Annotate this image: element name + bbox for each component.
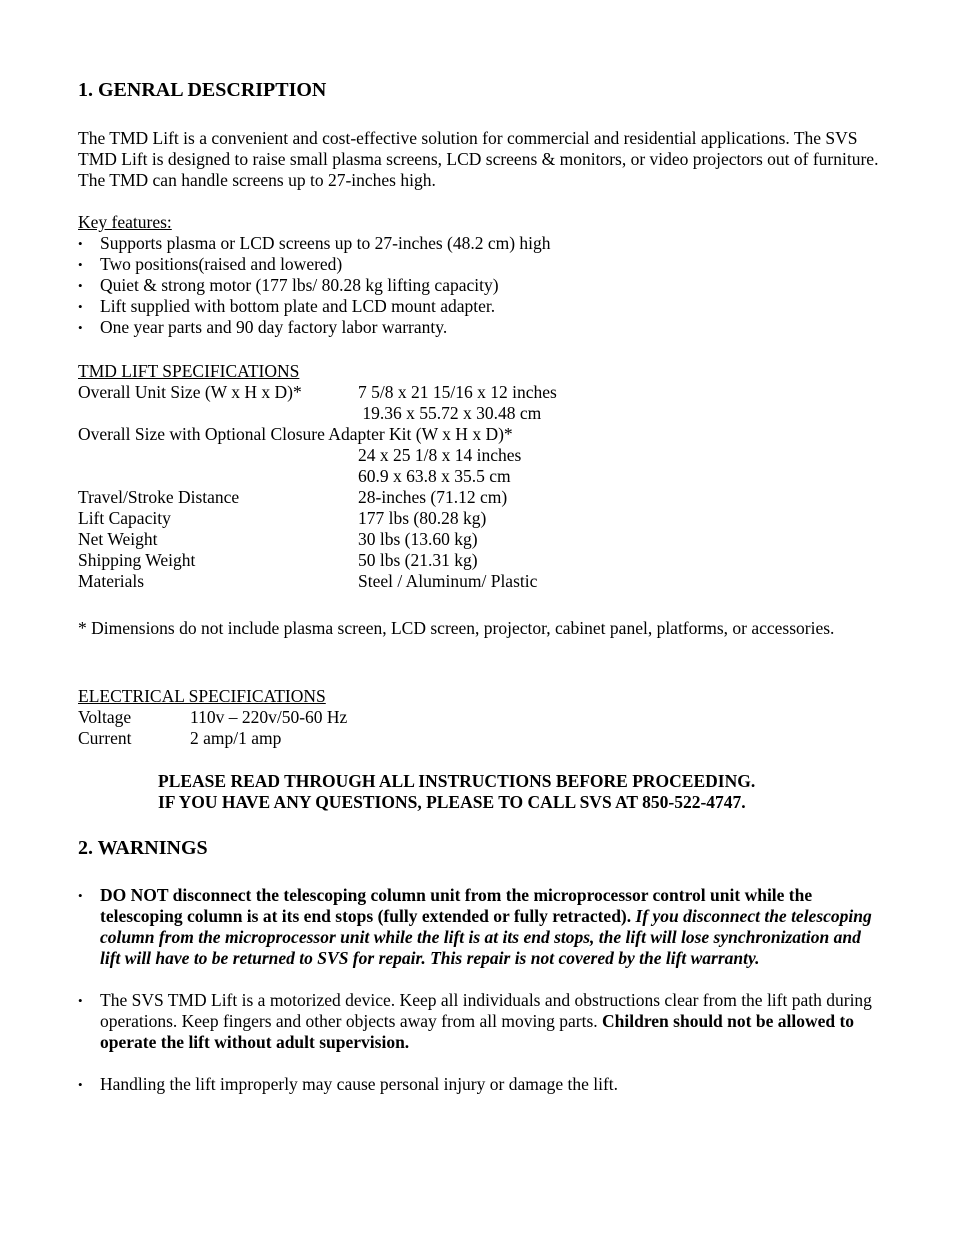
spec-value: 28-inches (71.12 cm) [358,487,508,507]
spec-row [78,728,883,749]
spec-label: Lift Capacity [78,508,171,528]
warning-text: The SVS TMD Lift is a motorized device. Keep all individuals and obstructions clear from the lift path during operations. Keep fingers and other objects away from all moving parts. [100,990,872,1031]
section-2-heading: 2. WARNINGS [78,837,208,859]
list-item: • Quiet & strong motor (177 lbs/ 80.28 kg lifting capacity) [78,275,883,296]
section-1-heading: 1. GENRAL DESCRIPTION [78,79,327,101]
spec-row [78,382,883,403]
spec-value: 7 5/8 x 21 15/16 x 12 inches [358,382,557,402]
spec-value: 60.9 x 63.8 x 35.5 cm [358,466,511,486]
warning-bold-text: Children should not be allowed to operate the lift without adult supervision. [100,1011,855,1052]
spec-value: Steel / Aluminum/ Plastic [358,571,538,591]
spec-row [78,403,883,424]
list-item [78,1074,878,1095]
dimensions-footnote: * Dimensions do not include plasma screen, LCD screen, projector, cabinet panel, platforms, or accessories. [78,618,835,638]
list-item: • Lift supplied with bottom plate and LCD mount adapter. [78,296,883,317]
warning-italic-text: If you disconnect the telescoping column from the microprocessor unit while the lift is at its end stops, the lift will lose synchronization and lift will have to be returned to SVS for repair. This repair is not covered by the lift warranty. [100,906,872,968]
spec-row [78,550,883,571]
spec-label: Voltage [78,707,132,727]
notice-line: IF YOU HAVE ANY QUESTIONS, PLEASE TO CALL SVS AT 850-522-4747. [158,792,746,812]
list-item: • One year parts and 90 day factory labor warranty. [78,317,883,338]
list-item [78,990,878,1053]
spec-value: 24 x 25 1/8 x 14 inches [358,445,522,465]
elec-specs-title: ELECTRICAL SPECIFICATIONS [78,686,326,706]
warnings-list [78,885,878,1116]
spec-row [78,487,883,508]
read-instructions-notice [158,771,898,813]
electrical-specifications [78,686,883,749]
spec-value: 177 lbs (80.28 kg) [358,508,487,528]
spec-value: 50 lbs (21.31 kg) [358,550,478,570]
spec-label: Net Weight [78,529,158,549]
warning-text: Handling the lift improperly may cause personal injury or damage the lift. [100,1074,619,1094]
lift-specs-title: TMD LIFT SPECIFICATIONS [78,361,300,381]
spec-row [78,707,883,728]
intro-paragraph: The TMD Lift is a convenient and cost-effective solution for commercial and residential applications. The SVS TMD Lift is designed to raise small plasma screens, LCD screens & monitors, or video projectors out of furniture. The TMD can handle screens up to 27-inches high. [78,128,879,190]
spec-label: Travel/Stroke Distance [78,487,240,507]
key-features-list [78,233,883,338]
warning-bold-text: DO NOT disconnect the telescoping column unit from the microprocessor control unit while the telescoping column is at its end stops (fully extended or fully retracted). [100,885,813,926]
spec-label: Overall Size with Optional Closure Adapter Kit (W x H x D)* [78,424,513,444]
lift-specifications [78,361,883,592]
spec-row [78,466,883,487]
list-item: • Two positions(raised and lowered) [78,254,883,275]
spec-label: Overall Unit Size (W x H x D)* [78,382,302,402]
spec-value: 19.36 x 55.72 x 30.48 cm [358,403,542,423]
spec-label: Materials [78,571,145,591]
spec-value: 110v – 220v/50-60 Hz [190,707,348,727]
spec-value: 2 amp/1 amp [190,728,282,748]
notice-line: PLEASE READ THROUGH ALL INSTRUCTIONS BEFORE PROCEEDING. [158,771,756,791]
list-item: • Supports plasma or LCD screens up to 27-inches (48.2 cm) high [78,233,883,254]
spec-value: 30 lbs (13.60 kg) [358,529,478,549]
spec-row [78,571,883,592]
key-features [78,212,883,338]
spec-label: Shipping Weight [78,550,196,570]
spec-row [78,445,883,466]
key-features-title: Key features: [78,212,172,232]
spec-row [78,529,883,550]
spec-row [78,508,883,529]
list-item [78,885,878,969]
spec-label: Current [78,728,132,748]
